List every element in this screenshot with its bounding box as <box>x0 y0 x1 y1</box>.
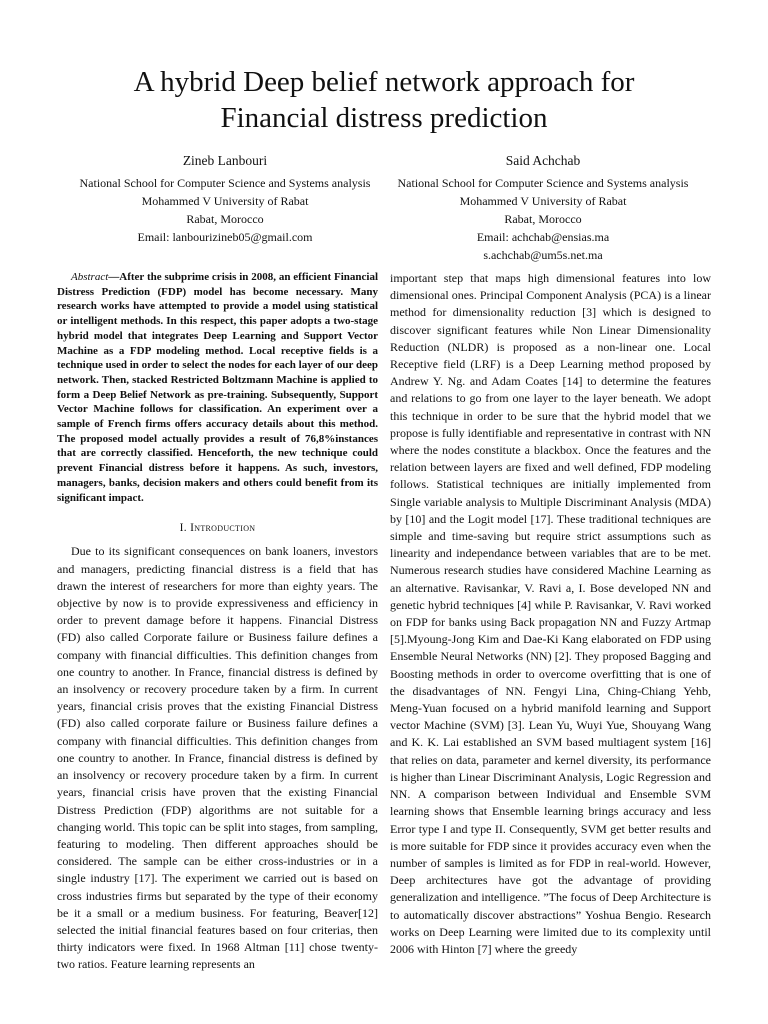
author-email: Email: achchab@ensias.ma <box>476 230 610 244</box>
title-line-2: Financial distress prediction <box>220 102 548 134</box>
section-heading <box>57 520 378 537</box>
author-name: Said Achchab <box>505 153 581 168</box>
section-title: Introduction <box>190 522 256 535</box>
introduction-text: Due to its significant consequences on bank loaners, investors and managers, predicting financial distress is a field that has drawn the interest of researchers for more than eighty years. The objective by now is to provide expressiveness and efficiency in order to prevent damage before it happens. Financial Distress (FD) also called Corporate failure or Business failure defines a company with financial difficulties. This definition changes from one country to another. In France, financial distress is defined by an insolvency or recovery procedure taken by a firm. In current years, financial crisis proves that the existing Financial Distress (FD) also called corporate failure or Business failure defines a company with financial difficulties. This definition changes from one country to another. In France, financial distress is defined by an insolvency or recovery procedure taken by a firm. In current years, financial crisis have proven that the existing Financial Distress Prediction (FDP) algorithms are not suitable for a changing world. This topic can be split into stages, from sampling, featuring to modeling. Then different approaches should be considered. The sample can be either cross-industries or in a single industry [17]. The experiment we carried out is based on cross industries firms but separated by the type of their economy be it a small or a medium business. For featuring, Beaver[12] selected the initial financial features based on four criterias, then thirty indicators were fixed. In 1968 Altman [11] chose twenty-two ratios. Feature learning represents an <box>57 544 378 972</box>
title-line-1: A hybrid Deep belief network approach for <box>133 66 635 98</box>
author-university: Mohammed V University of Rabat <box>459 194 627 208</box>
author-location: Rabat, Morocco <box>504 212 582 226</box>
paper-title <box>0 64 768 136</box>
abstract-text: —After the subprime crisis in 2008, an efficient Financial Distress Prediction (FDP) model has become necessary. Many research works have attempted to provide a model using statistical or intelligent methods. In this respect, this paper adopts a two-stage hybrid model that integrates Deep Learning and Support Vector Machine as a FDP modeling method. Local receptive fields is a technique used in order to select the nodes for each layer of our deep network. Then, stacked Restricted Boltzmann Machine is applied to form a Deep Belief Network as pre-training. Subsequently, Support Vector Machine follows for classification. An experiment over a sample of French firms offers accuracy details about this method. The proposed model actually provides a result of 76,8%instances that are correctly classified. Henceforth, the new technique could prevent Financial distress before it happens. As such, investors, managers, banks, decision makers and others could benefit from its significant impact. <box>57 271 378 504</box>
author-affiliation: National School for Computer Science and Systems analysis <box>79 176 371 190</box>
abstract-label: Abstract <box>71 271 109 283</box>
author-email: Email: lanbourizineb05@gmail.com <box>137 230 313 244</box>
right-column <box>390 270 711 958</box>
author-university: Mohammed V University of Rabat <box>141 194 309 208</box>
author-name: Zineb Lanbouri <box>182 153 268 168</box>
author-block-1 <box>60 152 390 246</box>
author-affiliation: National School for Computer Science and Systems analysis <box>397 176 689 190</box>
author-location: Rabat, Morocco <box>186 212 264 226</box>
left-column <box>57 270 378 974</box>
author-email-secondary: s.achchab@um5s.net.ma <box>483 248 603 262</box>
abstract <box>57 270 378 505</box>
right-column-text: important step that maps high dimensional features into low dimensional ones. Principal Component Analysis (PCA) is a linear method for dimensionality reduction [3] which is designed to discover significant features while Non Linear Dimensionality Reduction (NLDR) is proposed as a non-linear one. Local Receptive field (LRF) is a Deep Learning method proposed by Andrew Y. Ng. and Adam Coates [14] to determine the features and relations to go from one layer to the layer beneath. We adopt this technique in order to be sure that the hybrid model that we propose is fully identifiable and representative in contrast with NN where the nodes constitute a blackbox. Once the features and the relation between layers are fixed and well defined, FDP modeling follows. Statistical techniques are initially implemented from Single variable analysis to Multiple Discriminant Analysis (MDA) by [10] and the Logit model [17]. These traditional techniques are simple and time-saving but require strict assumptions such as linearity and independance between variables that are to be met. Numerous research studies have considered Machine Learning as an alternative. Ravisankar, V. Ravi a, I. Bose developed NN and genetic hybrid techniques [4] while P. Ravisankar, V. Ravi worked on FDP for banks using Back propagation NN and Fuzzy Artmap [5].Myoung-Jong Kim and Dae-Ki Kang elaborated on FDP using Ensemble Neural Networks (NN) [2]. They proposed Bagging and Boosting methods in order to overcome overfitting that is one of the disadvantages of NN. Fengyi Lina, Ching-Chiang Yehb, Meng-Yuan focused on a hybrid manifold learning and Support vector Machine (SVM) [3]. Lean Yu, Wuyi Yue, Shouyang Wang and K. K. Lai established an SVM based multiagent system [16] that relies on data, parameter and kernel diversity, its performance is higher than Linear Discriminant Analysis, Logic Regression and NN. A comparison between Individual and Ensemble SVM learning shows that Ensemble learning brings accuracy and less Error type I and type II. Consequently, SVM get better results and is more suitable for FDP since it provides accuracy even when the number of samples is limited as for FDP in real-world. However, Deep architectures have got the advantage of providing generalization and intelligence. ”The focus of Deep Architecture is to automatically discover abstractions” Yoshua Bengio. Research works on Deep Learning were limited due to its complexity until 2006 with Hinton [7] where the greedy <box>390 271 711 956</box>
author-block-2 <box>378 152 708 264</box>
section-number: I. <box>179 522 187 535</box>
